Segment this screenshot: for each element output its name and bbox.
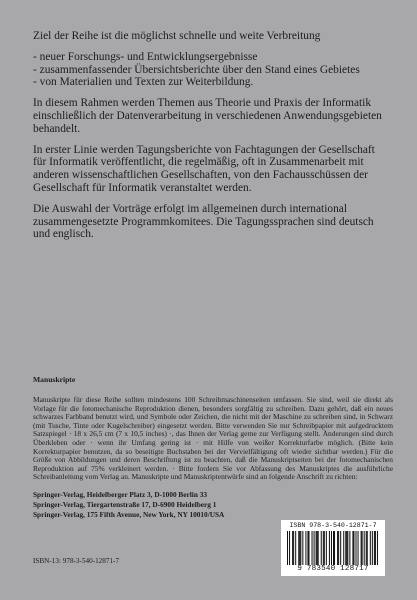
goal-item-3: - von Materialien und Texten zur Weiterbildung.: [33, 76, 385, 89]
series-description: [33, 30, 385, 249]
intro-paragraph-4: Die Auswahl der Vorträge erfolgt im allgemeinen durch international zusammengesetzte Programmkomitees. Die Tagungssprachen sind deutsch und englisch.: [33, 202, 374, 241]
intro-paragraph-3: In erster Linie werden Tagungsberichte von Fachtagungen der Gesellschaft für Informatik veröffentlicht, die regelmäßig, oft in Zusammenarbeit mit anderen wissenschaftlichen Gesellschaften, von den Fachausschüssen der Gesellschaft für Informatik veranstaltet werden.: [33, 143, 375, 194]
isbn-13-line: ISBN-13: 978-3-540-12871-7: [33, 557, 120, 565]
address-berlin: Springer-Verlag, Heidelberger Platz 3, D-1000 Berlin 33: [33, 490, 208, 499]
publisher-addresses: [33, 490, 273, 520]
intro-paragraph-2: In diesem Rahmen werden Themen aus Theorie und Praxis der Informatik einschließlich der Datenverarbeitung in verschiedenen Anwendungsgebieten behandelt.: [33, 97, 382, 135]
goal-item-1: - neuer Forschungs- und Entwicklungsergebnisse: [33, 51, 385, 64]
intro-paragraph-1: Ziel der Reihe ist die möglichst schnelle und weite Verbreitung: [33, 30, 321, 42]
address-heidelberg: Springer-Verlag, Tiergartenstraße 17, D-6900 Heidelberg 1: [33, 500, 217, 509]
manuscript-heading: Manuskripte: [33, 375, 76, 384]
barcode-isbn-text: ISBN 978-3-540-12871-7: [289, 522, 377, 529]
barcode-digits: 9 783540 128717: [297, 565, 369, 573]
manuscript-guidelines: Manuskripte für diese Reihe sollten mindestens 100 Schreibmaschinenseiten umfassen. Sie sind, weil sie direkt als Vorlage für die fotomechanische Reproduktion dienen, besonders sorgfältig zu schreiben. Dazu gehört, daß ein neues schwarzes Farbband benutzt wird, und Symbole oder Zeichen, die nicht mit der Maschine zu schreiben sind, in Schwarz (mit Tusche, Tinte oder Kugelschreiber) eingesetzt werden. Bitte verwenden Sie nur Schreibpapier mit aufgedrucktem Satzspiegel · 18 x 26,5 cm (7 x 10,5 inches) ·, das Ihnen der Verlag gerne zur Verfügung stellt. Änderungen sind durch Überkleben oder · wenn ihr Umfang gering ist · mit Hilfe von weißer Korrekturfarbe möglich. (Bitte kein Korrekturpapier benutzen, da so beseitigte Buchstaben bei der Vervielfältigung oft wieder sichtbar werden.) Für die Größe von Abbildungen und deren Beschriftung ist zu beachten, daß die Manuskriptseiten bei der fotomechanischen Reproduktion auf 75% verkleinert werden. · Bitte fordern Sie vor Abfassung des Manuskriptes die ausführliche Schreibanleitung vom Verlag an. Manuskripte und Manuskriptentwürfe sind an folgende Anschrift zu richten:: [33, 395, 393, 482]
barcode-label: [281, 520, 385, 576]
barcode-icon: [287, 531, 379, 565]
manuscript-section: [33, 375, 393, 482]
goal-item-2: - zusammenfassender Übersichtsberichte über den Stand eines Gebietes: [33, 64, 385, 77]
address-new-york: Springer-Verlag, 175 Fifth Avenue, New York, NY 10010/USA: [33, 510, 225, 519]
goal-list: [33, 51, 385, 89]
